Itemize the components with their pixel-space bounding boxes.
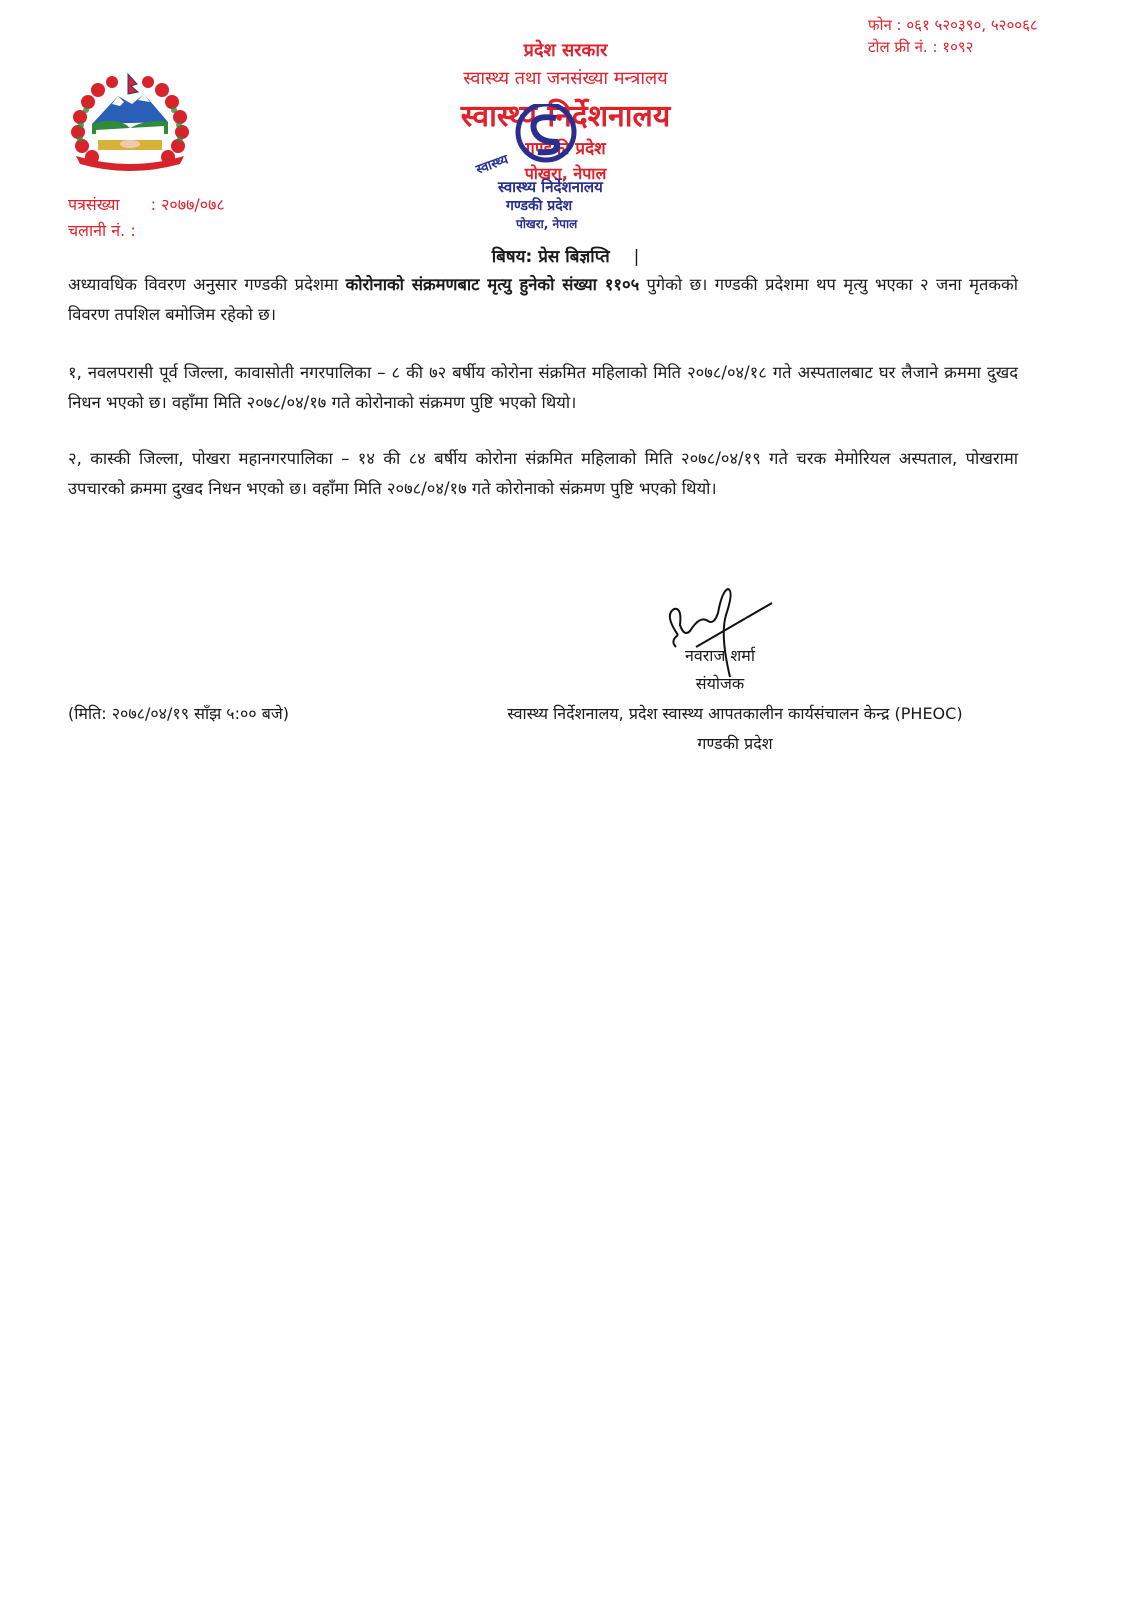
letter-number-label: पत्रसंख्या bbox=[68, 195, 120, 214]
letterhead-directorate: स्वास्थ्य निर्देशनालय bbox=[460, 99, 671, 134]
subject-line bbox=[0, 244, 1131, 267]
issue-date-time: (मिति: २०७८/०४/१९ साँझ ५:०० बजे) bbox=[68, 704, 289, 723]
toll-free-number: टोल फ्री नं. : १०९२ bbox=[868, 38, 974, 56]
letter-number-value: २०७७/०७८ bbox=[161, 195, 225, 214]
signatory-province: गण्डकी प्रदेश bbox=[697, 734, 773, 753]
office-seal-stamp-icon bbox=[458, 104, 628, 244]
signatory-title: संयोजक bbox=[695, 674, 745, 693]
subject-label: बिषय: bbox=[491, 247, 533, 267]
subject-text: प्रेस बिज्ञप्ति bbox=[538, 247, 610, 267]
letterhead-province: गण्डकी प्रदेश bbox=[525, 139, 606, 159]
colon: : bbox=[130, 221, 136, 240]
svg-text:स्वास्थ्य निर्देशनालय: स्वास्थ्य निर्देशनालय bbox=[498, 178, 603, 196]
reference-block bbox=[68, 192, 225, 244]
intro-text-pre: अध्यावधिक विवरण अनुसार गण्डकी प्रदेशमा bbox=[68, 275, 346, 294]
death-count-highlight: कोरोनाको संक्रमणबाट मृत्यु हुनेको संख्या ११०५ bbox=[345, 275, 640, 294]
subject-mark: | bbox=[633, 247, 640, 267]
case-paragraph-2: २, कास्की जिल्ला, पोखरा महानगरपालिका – १४ की ८४ बर्षीय कोरोना संक्रमित महिलाको मिति २०७८/०४/१९ गते चरक मेमोरियल अस्पताल, पोखरामा उपचारको क्रममा दुखद निधन भएको छ। वहाँमा मिति २०७८/०४/१७ गते कोरोनाको संक्रमण पुष्टि भएको थियो। bbox=[68, 449, 1018, 498]
colon: : bbox=[150, 195, 157, 214]
letterhead-government: प्रदेश सरकार bbox=[523, 40, 608, 61]
phone-numbers: फोन : ०६१ ५२०३९०, ५२००६८ bbox=[868, 16, 1038, 34]
svg-text:गण्डकी प्रदेश: गण्डकी प्रदेश bbox=[506, 198, 573, 214]
letter-number-row bbox=[68, 192, 225, 218]
dispatch-number-label: चलानी नं. bbox=[68, 221, 126, 240]
svg-text:पोखरा, नेपाल: पोखरा, नेपाल bbox=[516, 217, 578, 231]
case-paragraph-1: १, नवलपरासी पूर्व जिल्ला, कावासोती नगरपालिका – ८ की ७२ बर्षीय कोरोना संक्रमित महिलाको मिति २०७८/०४/१८ गते अस्पतालबाट घर लैजाने क्रममा दुखद निधन भएको छ। वहाँमा मिति २०७८/०४/१७ गते कोरोनाको संक्रमण पुष्टि भएको थियो। bbox=[68, 363, 1018, 412]
letterhead-location: पोखरा, नेपाल bbox=[524, 164, 607, 183]
intro-text-post: पुगेको छ। गण्डकी प्रदेशमा थप मृत्यु भएका २ जना मृतकको विवरण तपशिल बमोजिम रहेको छ। bbox=[68, 275, 1018, 324]
signatory-office: स्वास्थ्य निर्देशनालय, प्रदेश स्वास्थ्य आपतकालीन कार्यसंचालन केन्द्र (PHEOC) bbox=[507, 704, 963, 723]
svg-text:स्वास्थ्य: स्वास्थ्य bbox=[474, 152, 511, 178]
letterhead-ministry: स्वास्थ्य तथा जनसंख्या मन्त्रालय bbox=[463, 68, 668, 89]
signatory-name: नवराज शर्मा bbox=[684, 646, 755, 665]
intro-paragraph bbox=[68, 270, 1018, 330]
dispatch-number-row bbox=[68, 218, 225, 244]
